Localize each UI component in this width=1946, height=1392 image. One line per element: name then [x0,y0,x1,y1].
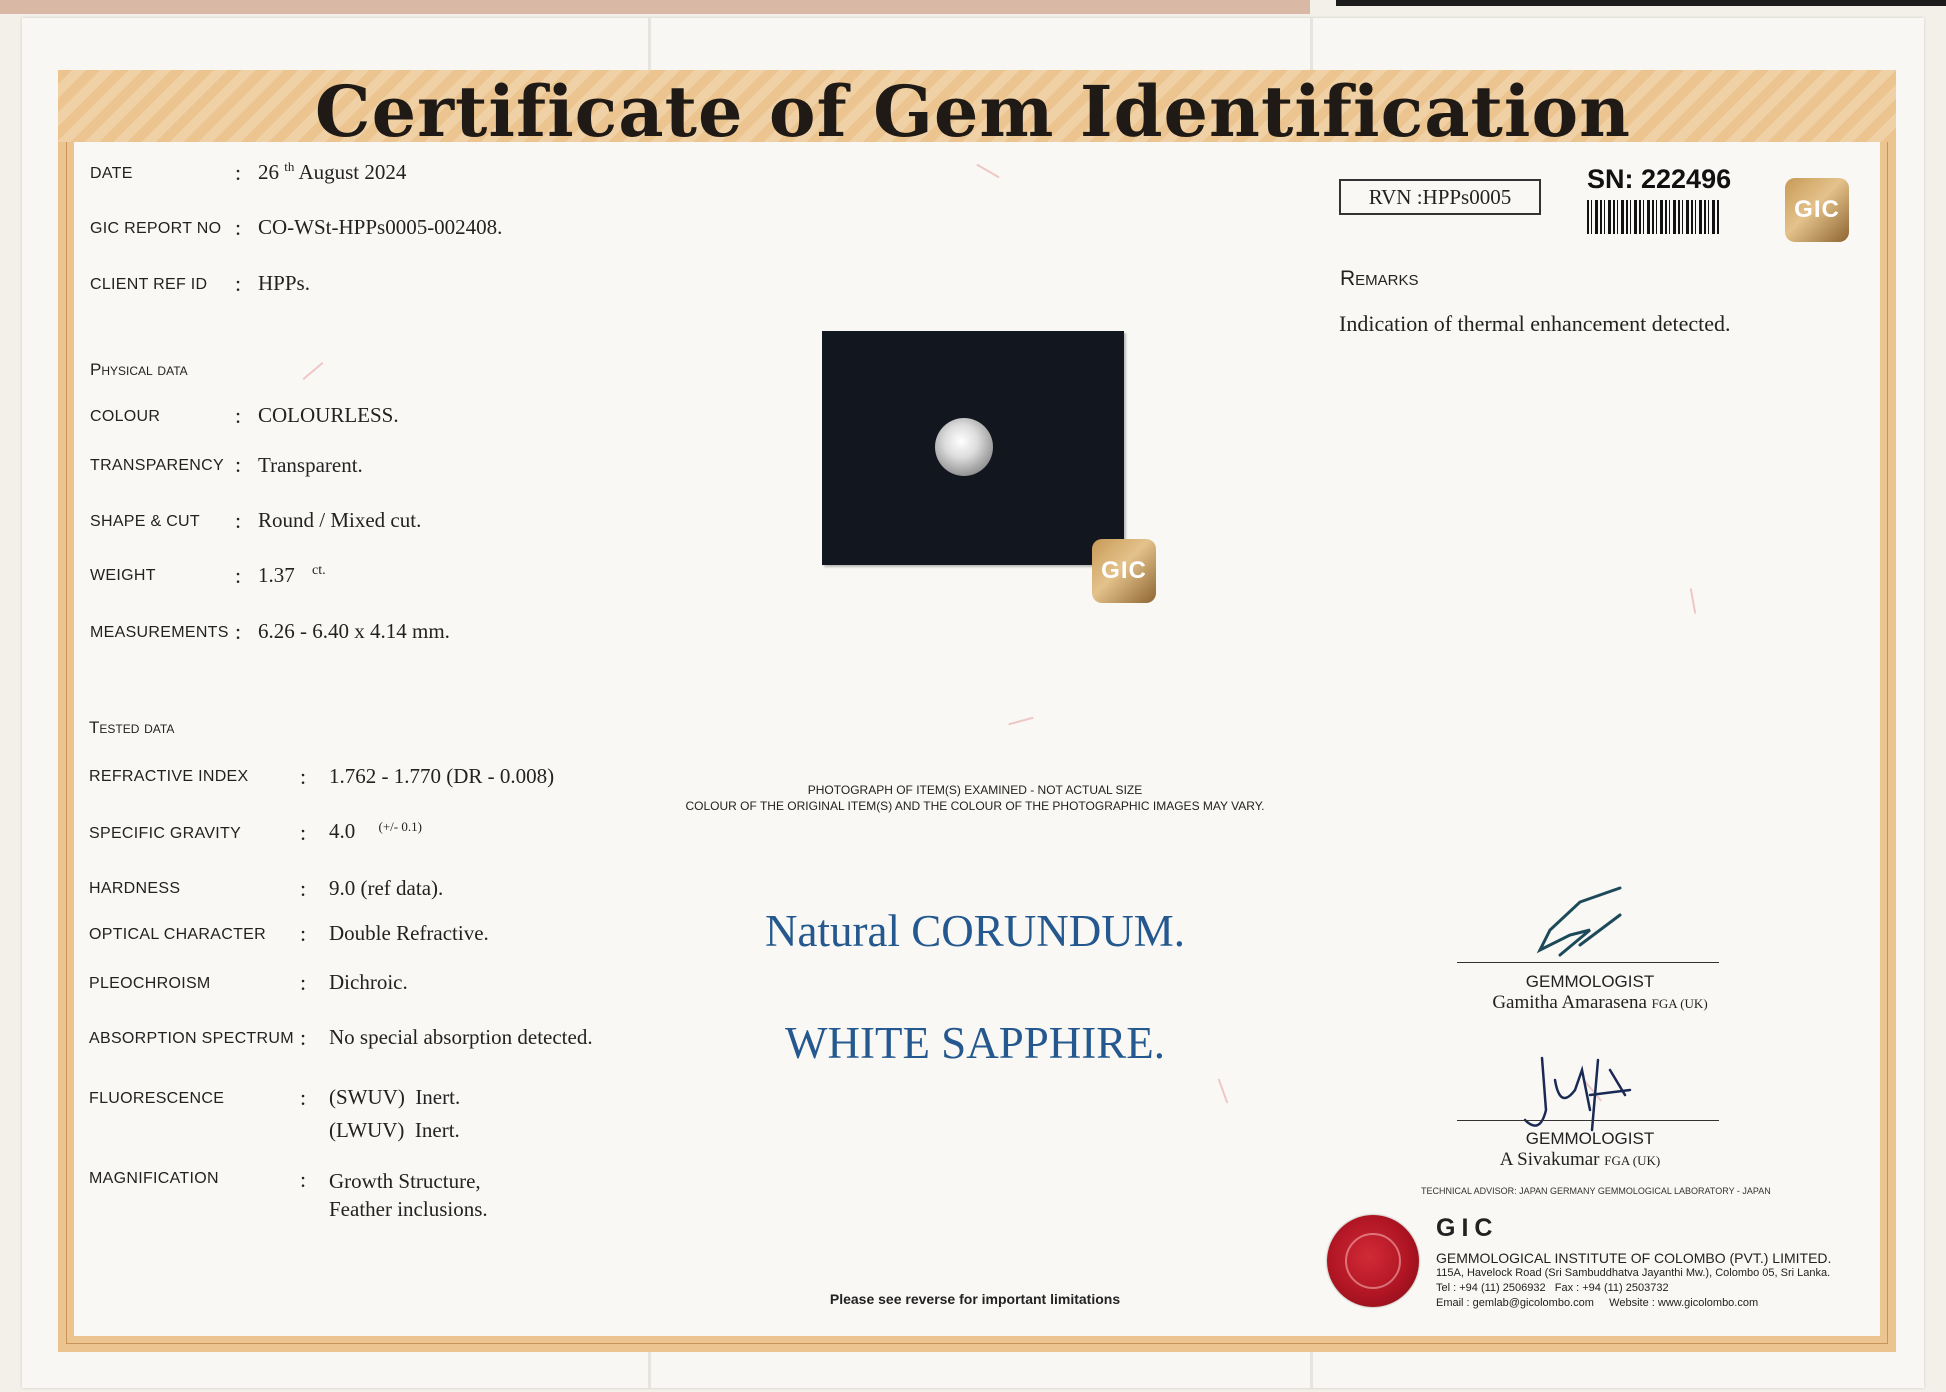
result-species: Natural CORUNDUM. [765,906,1185,956]
refractive-index-label: REFRACTIVE INDEX [89,768,249,785]
fluorescence-lwuv: (LWUV) Inert. [329,1118,460,1142]
colon: : [300,764,307,789]
weight-unit: ct. [312,563,326,578]
technical-advisor-note: TECHNICAL ADVISOR: JAPAN GERMANY GEMMOLOGICAL LABORATORY - JAPAN [1421,1186,1771,1196]
shape-cut-value: Round / Mixed cut. [258,508,422,532]
transparency-value: Transparent. [258,453,363,477]
rvn-box: RVN :HPPs0005 [1339,179,1541,215]
org-phone: Tel : +94 (11) 2506932 Fax : +94 (11) 2503732 [1436,1282,1669,1294]
colon: : [300,1167,307,1192]
signature-2 [1520,1050,1650,1140]
date-day: 26 [258,160,279,184]
photo-note-line-2: COLOUR OF THE ORIGINAL ITEM(S) AND THE COLOUR OF THE PHOTOGRAPHIC IMAGES MAY VARY. [685,799,1265,813]
colour-value: COLOURLESS. [258,403,399,427]
weight-number: 1.37 [258,563,295,587]
colon: : [235,271,242,296]
fluorescence-swuv: (SWUV) Inert. [329,1085,461,1109]
remarks-title: Remarks [1340,267,1419,290]
signature-line-2 [1457,1120,1719,1121]
optical-character-value: Double Refractive. [329,921,489,945]
result-variety: WHITE SAPPHIRE. [785,1018,1165,1068]
date-rest: August 2024 [298,160,407,184]
colon: : [235,619,242,644]
seal-emblem [1345,1233,1401,1289]
magnification-line-2: Feather inclusions. [329,1197,488,1221]
weight-label: WEIGHT [90,567,156,584]
colour-label: COLOUR [90,408,161,425]
tested-data-heading: Tested data [89,718,175,737]
measurements-value: 6.26 - 6.40 x 4.14 mm. [258,619,450,643]
pleochroism-value: Dichroic. [329,970,408,994]
date-value [258,159,406,185]
signature-2-name [1430,1149,1730,1171]
sig1-credential: FGA (UK) [1651,996,1708,1011]
signature-line-1 [1457,962,1719,963]
serial-number: SN: 222496 [1587,164,1732,194]
sig1-name: Gamitha Amarasena [1492,992,1647,1013]
client-label: CLIENT REF ID [90,276,208,293]
sig2-name: A Sivakumar [1499,1149,1600,1170]
certificate-title: Certificate of Gem Identification [314,70,1632,153]
report-value: CO-WSt-HPPs0005-002408. [258,215,503,239]
date-label: DATE [90,165,133,182]
org-logo: GIC [1436,1214,1499,1242]
specific-gravity-label: SPECIFIC GRAVITY [89,825,242,842]
shape-cut-label: SHAPE & CUT [90,513,200,530]
sg-number: 4.0 [329,819,356,843]
absorption-spectrum-value: No special absorption detected. [329,1025,593,1049]
transparency-label: TRANSPARENCY [90,457,224,474]
measurements-label: MEASUREMENTS [90,624,229,641]
paper-edge-right [1336,0,1946,6]
gic-hologram-icon: GIC [1092,539,1156,603]
optical-character-label: OPTICAL CHARACTER [89,926,266,943]
signature-1-role: GEMMOLOGIST [1525,972,1655,991]
fluorescence-label: FLUORESCENCE [89,1090,225,1107]
pleochroism-label: PLEOCHROISM [89,975,211,992]
colon: : [300,876,307,901]
hardness-value: 9.0 (ref data). [329,876,444,900]
colon: : [235,403,242,428]
colon: : [235,215,242,240]
colon: : [235,160,242,185]
colon: : [300,1085,307,1110]
client-value: HPPs. [258,271,310,295]
magnification-line-1: Growth Structure, [329,1169,481,1193]
specific-gravity-value [329,819,422,844]
gem-photo [935,418,993,476]
signature-2-role: GEMMOLOGIST [1525,1129,1655,1148]
absorption-spectrum-label: ABSORPTION SPECTRUM [89,1030,294,1047]
refractive-index-value: 1.762 - 1.770 (DR - 0.008) [329,764,555,788]
colon: : [300,970,307,995]
wax-seal [1327,1215,1419,1307]
org-name: GEMMOLOGICAL INSTITUTE OF COLOMBO (PVT.) LIMITED. [1436,1250,1832,1266]
org-email: Email : gemlab@gicolombo.com Website : www.gicolombo.com [1436,1297,1759,1309]
signature-1-name [1450,992,1750,1014]
hardness-label: HARDNESS [89,880,181,897]
paper-edge-left [0,0,1310,14]
remarks-text: Indication of thermal enhancement detected. [1339,311,1731,336]
colon: : [300,820,307,845]
weight-value [258,563,326,588]
colon: : [235,508,242,533]
physical-data-heading: Physical data [90,360,188,379]
colon: : [235,452,242,477]
photo-note-line-1: PHOTOGRAPH OF ITEM(S) EXAMINED - NOT ACTUAL SIZE [807,783,1143,797]
colon: : [300,1025,307,1050]
colon: : [235,563,242,588]
magnification-label: MAGNIFICATION [89,1170,219,1187]
sg-tolerance: (+/- 0.1) [378,819,422,834]
gic-logo-icon: GIC [1785,178,1849,242]
signature-1 [1520,880,1650,970]
org-address: 115A, Havelock Road (Sri Sambuddhatva Jayanthi Mw.), Colombo 05, Sri Lanka. [1436,1267,1831,1279]
colon: : [300,921,307,946]
sig2-credential: FGA (UK) [1604,1153,1661,1168]
date-suffix: th [284,159,295,174]
reverse-note: Please see reverse for important limitations [829,1291,1121,1307]
report-label: GIC REPORT NO [90,220,222,237]
barcode [1587,200,1720,234]
